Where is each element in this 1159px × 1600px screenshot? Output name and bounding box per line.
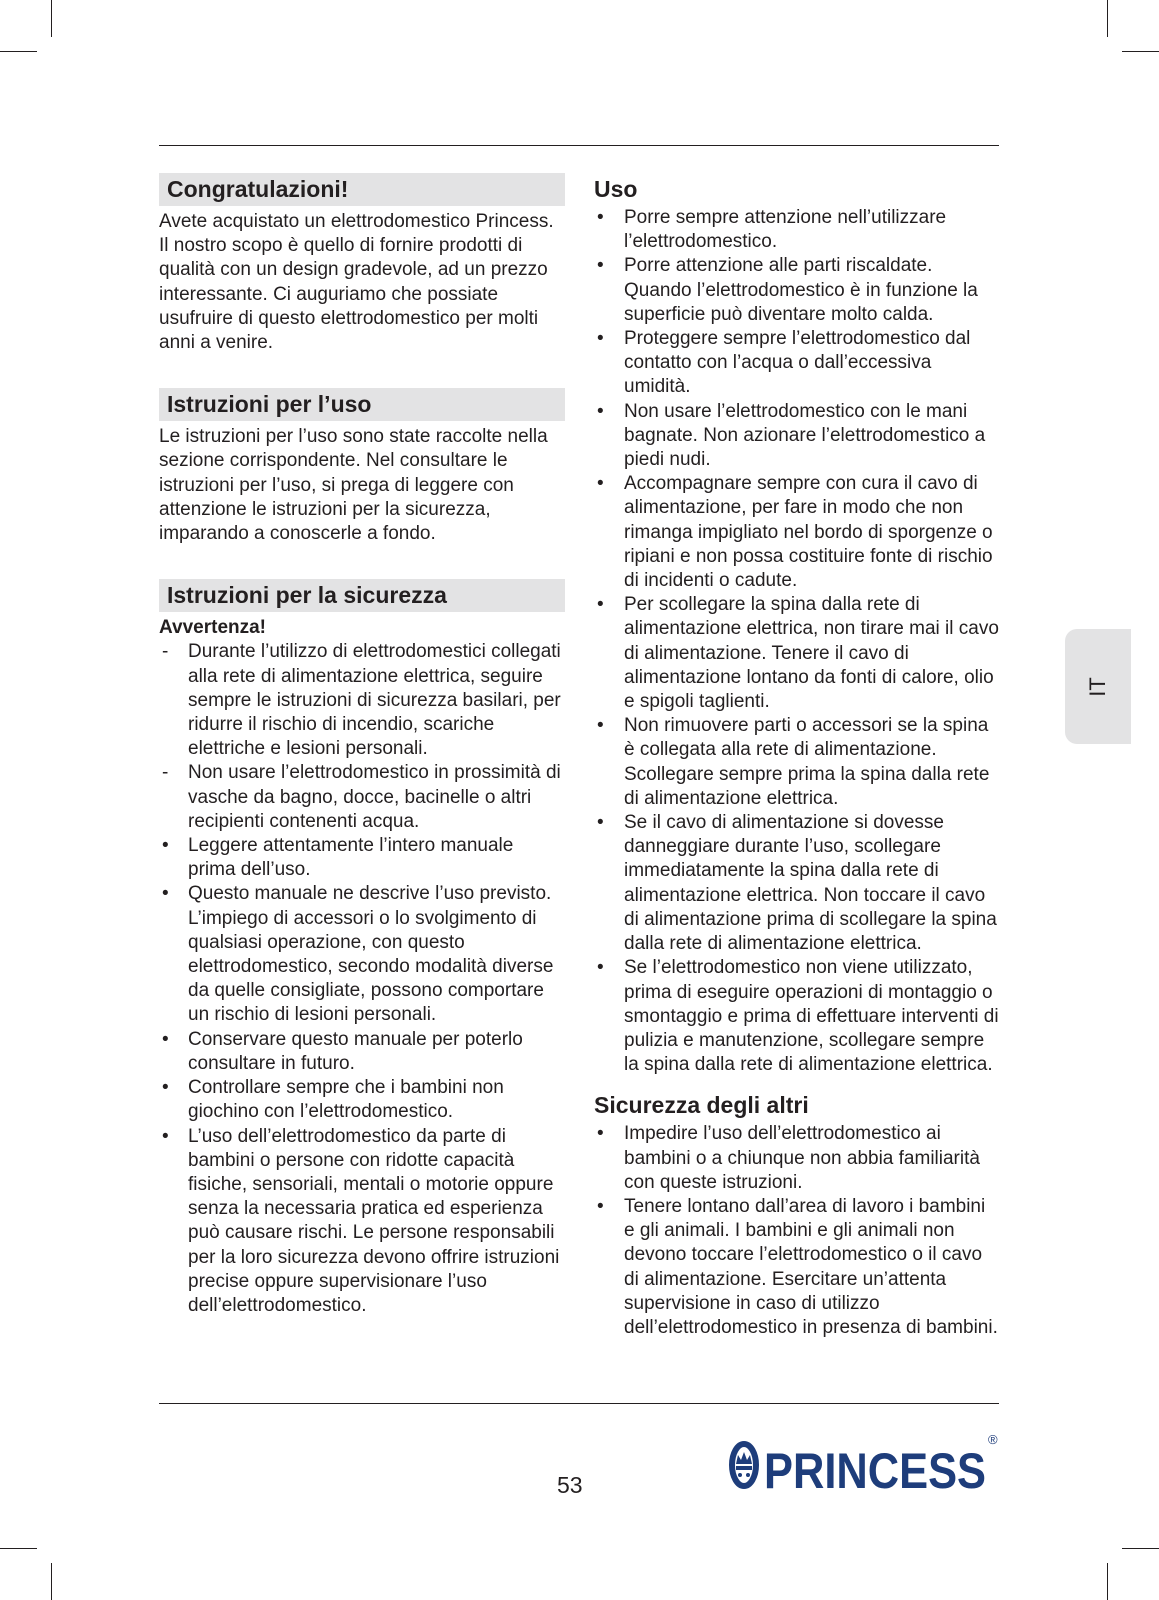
list-item xyxy=(159,834,565,882)
registered-mark: ® xyxy=(988,1432,998,1447)
safety-heading: Istruzioni per la sicurezza xyxy=(159,579,565,612)
list-marker: • xyxy=(597,715,604,737)
list-item-text: Se il cavo di alimentazione si dovesse danneggiare durante l’uso, scollegare immediatamente la spina dalla rete di alimentazione elettrica. Non toccare il cavo di alimentazione prima di scollegare la spina dalla rete di alimentazione elettrica. xyxy=(624,812,997,955)
crop-mark xyxy=(1122,51,1159,52)
list-marker: • xyxy=(597,255,604,277)
list-marker: • xyxy=(597,400,604,422)
list-marker: • xyxy=(597,1123,604,1145)
list-item xyxy=(594,472,1000,593)
list-marker: • xyxy=(162,1125,169,1147)
list-item xyxy=(159,1125,565,1319)
princess-logo xyxy=(726,1424,1002,1502)
crop-mark xyxy=(0,1548,37,1549)
language-tab xyxy=(1065,629,1131,744)
safety-list xyxy=(159,640,565,1318)
list-marker: • xyxy=(597,957,604,979)
list-item-text: Questo manuale ne descrive l’uso previsto. L’impiego di accessori o lo svolgimento di qualsiasi operazione, con questo elettrodomestico, secondo modalità diverse da quelle consigliate, possono comportare un rischio di lesioni personali. xyxy=(188,883,554,1026)
list-marker: • xyxy=(597,594,604,616)
language-tab-label: IT xyxy=(1085,676,1110,697)
list-marker: • xyxy=(597,812,604,834)
page-number: 53 xyxy=(557,1472,583,1498)
warning-label: Avvertenza! xyxy=(159,617,267,639)
list-item xyxy=(594,400,1000,473)
list-item-text: Non usare l’elettrodomestico in prossimità di vasche da bagno, docce, bacinelle o altri recipienti contenenti acqua. xyxy=(188,762,561,832)
list-item-text: Leggere attentamente l’intero manuale prima dell’uso. xyxy=(188,835,514,881)
list-item-text: L’uso dell’elettrodomestico da parte di bambini o persone con ridotte capacità fisiche, sensoriali, mentali o motorie oppure senza la necessaria pratica ed esperienza può causare rischi. Le persone responsabili per la loro sicurezza devono offrire istruzioni precise oppure supervisionare l’uso dell’elettrodomestico. xyxy=(188,1125,560,1316)
list-item xyxy=(594,956,1000,1077)
list-item xyxy=(594,593,1000,714)
list-item xyxy=(594,327,1000,400)
crop-mark xyxy=(1107,1563,1108,1600)
left-column xyxy=(159,173,565,1318)
list-marker: • xyxy=(162,1077,169,1099)
list-item-text: Accompagnare sempre con cura il cavo di alimentazione, per fare in modo che non rimanga impigliato nel bordo di sporgenze o ripiani e non possa costituire fonte di rischio di incidenti o cadute. xyxy=(624,473,993,592)
list-item-text: Conservare questo manuale per poterlo consultare in futuro. xyxy=(188,1028,523,1074)
bottom-rule xyxy=(159,1403,999,1404)
list-marker: • xyxy=(597,328,604,350)
list-item-text: Se l’elettrodomestico non viene utilizzato, prima di eseguire operazioni di montaggio o smontaggio e prima di effettuare interventi di pulizia e manutenzione, scollegare sempre la spina dalla rete di alimentazione elettrica. xyxy=(624,957,999,1076)
list-item-text: Porre sempre attenzione nell’utilizzare l’elettrodomestico. xyxy=(624,207,947,253)
list-item xyxy=(159,640,565,761)
use-list xyxy=(594,206,1000,1077)
list-marker: • xyxy=(162,883,169,905)
list-item-text: Porre attenzione alle parti riscaldate. Quando l’elettrodomestico è in funzione la superficie può diventare molto calda. xyxy=(624,255,978,325)
list-item-text: Controllare sempre che i bambini non giochino con l’elettrodomestico. xyxy=(188,1077,504,1123)
list-item-text: Non rimuovere parti o accessori se la spina è collegata alla rete di alimentazione. Scollegare sempre prima la spina dalla rete di alimentazione elettrica. xyxy=(624,715,990,809)
list-item-text: Proteggere sempre l’elettrodomestico dal contatto con l’acqua o dall’eccessiva umidità. xyxy=(624,328,971,398)
right-column xyxy=(594,173,1000,1340)
list-item-text: Durante l’utilizzo di elettrodomestici collegati alla rete di alimentazione elettrica, seguire sempre le istruzioni di sicurezza basilari, per ridurre il rischio di incendio, scariche elettriche e lesioni personali. xyxy=(188,641,561,760)
instructions-heading: Istruzioni per l’uso xyxy=(159,388,565,421)
others-heading: Sicurezza degli altri xyxy=(594,1092,809,1119)
list-marker: • xyxy=(162,1028,169,1050)
list-item-text: Non usare l’elettrodomestico con le mani bagnate. Non azionare l’elettrodomestico a piedi nudi. xyxy=(624,400,986,471)
crown-emblem-icon xyxy=(732,1444,756,1486)
crop-mark xyxy=(51,1563,52,1600)
congrats-text: Avete acquistato un elettrodomestico Princess. Il nostro scopo è quello di fornire prodotti di qualità con un design gradevole, ad un prezzo interessante. Ci auguriamo che possiate usufruire di questo elettrodomestico per molti anni a venire. xyxy=(159,211,554,354)
list-item xyxy=(594,1122,1000,1195)
instructions-text: Le istruzioni per l’uso sono state raccolte nella sezione corrispondente. Nel consultare le istruzioni per l’uso, si prega di leggere con attenzione le istruzioni per la sicurezza, imparando a conoscerle a fondo. xyxy=(159,426,548,545)
crop-mark xyxy=(1107,0,1108,37)
top-rule xyxy=(159,145,999,146)
others-list xyxy=(594,1122,1000,1340)
list-item xyxy=(159,1076,565,1124)
list-marker: • xyxy=(597,207,604,228)
list-item-text: Per scollegare la spina dalla rete di alimentazione elettrica, non tirare mai il cavo di alimentazione. Tenere il cavo di alimentazione lontano da fonti di calore, olio e spigoli taglienti. xyxy=(624,594,999,713)
list-marker: • xyxy=(162,835,169,857)
list-marker: - xyxy=(162,641,169,663)
list-marker: - xyxy=(162,762,169,784)
list-item xyxy=(594,1195,1000,1340)
crop-mark xyxy=(1122,1548,1159,1549)
brand-wordmark: PRINCESS xyxy=(764,1443,986,1499)
list-item xyxy=(159,761,565,834)
crop-mark xyxy=(0,51,37,52)
list-marker: • xyxy=(597,473,604,495)
list-item xyxy=(159,882,565,1027)
use-heading: Uso xyxy=(594,176,638,202)
list-item-text: Impedire l’uso dell’elettrodomestico ai bambini o a chiunque non abbia familiarità con queste istruzioni. xyxy=(624,1123,980,1193)
list-item xyxy=(594,206,1000,254)
list-marker: • xyxy=(597,1195,604,1217)
congrats-heading: Congratulazioni! xyxy=(159,173,565,206)
list-item-text: Tenere lontano dall’area di lavoro i bambini e gli animali. I bambini e gli animali non devono toccare l’elettrodomestico o il cavo di alimentazione. Esercitare un’attenta supervisione in caso di utilizzo dell’elettrodomestico in presenza di bambini. xyxy=(624,1195,998,1338)
list-item xyxy=(594,254,1000,327)
list-item xyxy=(594,811,1000,956)
crop-mark xyxy=(51,0,52,37)
list-item xyxy=(594,714,1000,811)
list-item xyxy=(159,1028,565,1076)
